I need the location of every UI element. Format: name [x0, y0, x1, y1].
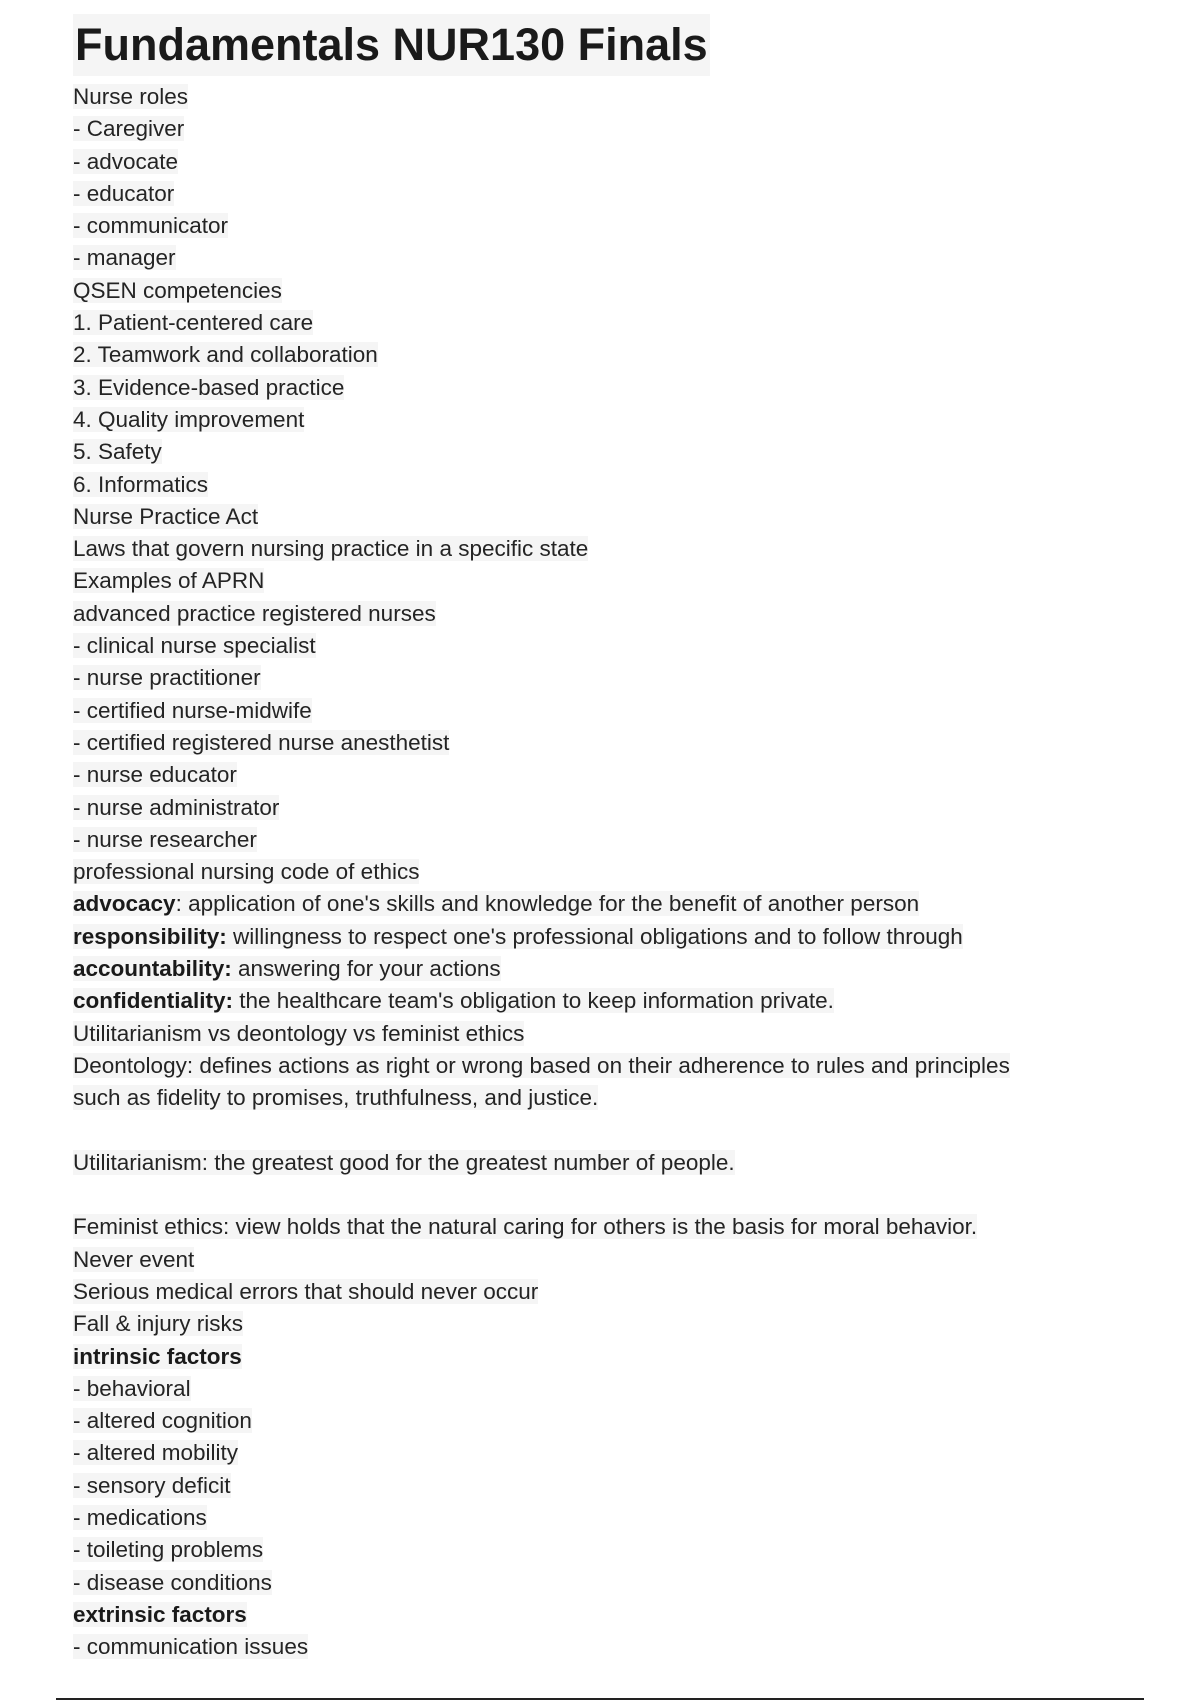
definition-text: Laws that govern nursing practice in a specific state	[73, 536, 589, 562]
definition-text: advanced practice registered nurses	[73, 600, 436, 626]
document-body	[73, 81, 1163, 1664]
list-item: - certified registered nurse anesthetist	[73, 729, 450, 755]
term-definition: willingness to respect one's professional obligations and to follow through	[226, 923, 963, 949]
ethics-term-confidentiality	[73, 985, 1163, 1017]
section-heading-nurse-roles: Nurse roles	[73, 84, 189, 109]
section-heading-nurse-practice-act: Nurse Practice Act	[73, 503, 259, 529]
term-definition: answering for your actions	[231, 956, 501, 982]
term-definition: the healthcare team's obligation to keep information private.	[233, 988, 834, 1014]
definition-text: Serious medical errors that should never occur	[73, 1278, 539, 1304]
term-label: responsibility:	[73, 923, 227, 949]
list-item: - Caregiver	[73, 116, 185, 142]
section-heading-never-event: Never event	[73, 1246, 195, 1272]
list-item: - medications	[73, 1505, 207, 1531]
ethics-term-accountability	[73, 953, 1163, 985]
list-item: - communication issues	[73, 1634, 309, 1660]
list-item: 3. Evidence-based practice	[73, 374, 345, 400]
list-item: - certified nurse-midwife	[73, 697, 312, 723]
list-item: 2. Teamwork and collaboration	[73, 342, 378, 368]
blank-line	[73, 1115, 1163, 1147]
section-heading-fall-risks: Fall & injury risks	[73, 1311, 244, 1337]
page-title: Fundamentals NUR130 Finals	[73, 14, 710, 76]
list-item: - educator	[73, 180, 175, 206]
subheading-extrinsic-factors: extrinsic factors	[73, 1601, 247, 1627]
section-heading-aprn: Examples of APRN	[73, 568, 265, 594]
feminist-ethics-text: Feminist ethics: view holds that the natural caring for others is the basis for moral behavior.	[73, 1214, 978, 1240]
list-item: - toileting problems	[73, 1537, 264, 1563]
ethics-term-responsibility	[73, 921, 1163, 953]
list-item: 4. Quality improvement	[73, 406, 305, 432]
list-item: - nurse educator	[73, 762, 237, 788]
list-item: 1. Patient-centered care	[73, 310, 314, 336]
list-item: - disease conditions	[73, 1569, 272, 1595]
list-item: - nurse administrator	[73, 794, 280, 820]
list-item: - altered cognition	[73, 1408, 252, 1434]
list-item: 5. Safety	[73, 439, 162, 465]
list-item: - advocate	[73, 148, 179, 174]
list-item: - communicator	[73, 213, 229, 239]
list-item: - behavioral	[73, 1375, 191, 1401]
list-item: - sensory deficit	[73, 1472, 231, 1498]
utilitarianism-text: Utilitarianism: the greatest good for the greatest number of people.	[73, 1149, 735, 1175]
section-heading-ethics-theories: Utilitarianism vs deontology vs feminist ethics	[73, 1020, 525, 1046]
list-item: - nurse practitioner	[73, 665, 261, 691]
list-item: - altered mobility	[73, 1440, 239, 1466]
term-label: advocacy	[73, 891, 176, 917]
deontology-text-continued: such as fidelity to promises, truthfulness, and justice.	[73, 1085, 599, 1111]
deontology-text: Deontology: defines actions as right or wrong based on their adherence to rules and principles	[73, 1052, 1010, 1078]
list-item: - manager	[73, 245, 176, 271]
list-item: - clinical nurse specialist	[73, 633, 316, 659]
section-heading-ethics-code: professional nursing code of ethics	[73, 859, 420, 885]
term-label: accountability:	[73, 956, 232, 982]
list-item: 6. Informatics	[73, 471, 209, 497]
term-definition: : application of one's skills and knowledge for the benefit of another person	[175, 891, 920, 917]
term-label: confidentiality:	[73, 988, 234, 1014]
ethics-term-advocacy	[73, 888, 1163, 920]
list-item: - nurse researcher	[73, 826, 257, 852]
blank-line	[73, 1179, 1163, 1211]
section-heading-qsen: QSEN competencies	[73, 277, 282, 303]
subheading-intrinsic-factors: intrinsic factors	[73, 1343, 242, 1369]
